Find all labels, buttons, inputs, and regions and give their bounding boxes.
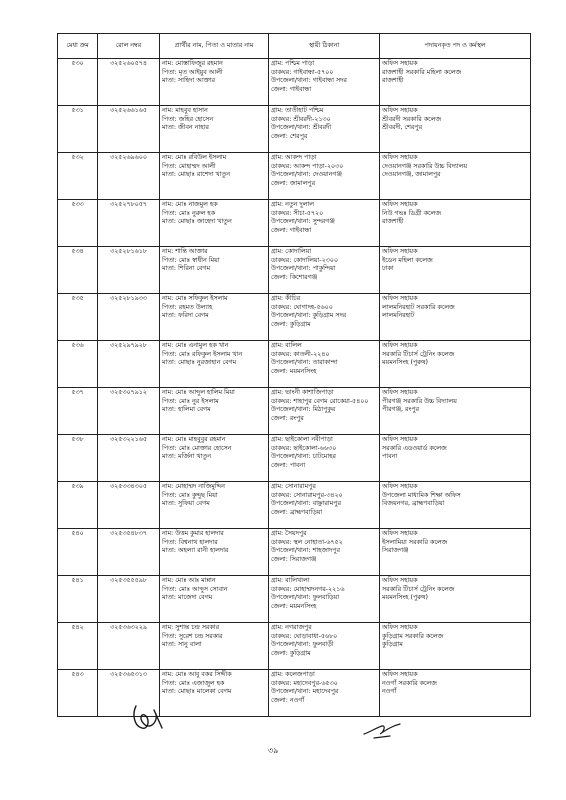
table-row — [58, 341, 531, 388]
address-cell-line: জেলা: পাবনা — [271, 461, 306, 469]
table-row — [58, 200, 531, 247]
address-cell-line: জেলা: রংপুর — [271, 414, 304, 422]
address-cell-line: উপজেলা/থানা: ফুলবাড়িয়া — [271, 594, 340, 602]
serial-cell: ৫৩৩ — [58, 200, 98, 247]
address-cell-line: জেলা: শেরপুর — [271, 132, 308, 140]
address-cell — [269, 106, 380, 153]
address-cell — [269, 153, 380, 200]
name-cell-line: মাতা: মোছাঃ জাহেদা খাতুন — [162, 218, 232, 226]
address-cell — [269, 482, 380, 529]
post-cell-line: অফিস সহায়ক — [382, 530, 418, 537]
name-cell-line: পিতা: মোঃ নুর ইসলাম — [162, 397, 219, 405]
address-cell-line: ডাকঘর: শাহাপুর বেগম রোকেয়া-৫৪০০ — [271, 397, 369, 405]
post-cell — [380, 153, 531, 200]
post-cell-line: দেওয়ানগঞ্জ, জামালপুর — [382, 171, 441, 179]
serial-cell: ৫৪২ — [58, 623, 98, 670]
table-row — [58, 435, 531, 482]
roll-cell: ৩২৫৩৫৫৫৯৮ — [98, 576, 160, 623]
post-cell-line: অফিস সহায়ক — [382, 342, 418, 349]
name-cell — [160, 435, 269, 482]
address-cell — [269, 435, 380, 482]
name-cell — [160, 670, 269, 717]
name-cell — [160, 59, 269, 106]
roll-cell: ৩২৫২৬০৫৭৪ — [98, 59, 160, 106]
address-cell-line: জেলা: গাইবান্ধা — [271, 85, 312, 93]
header-post: পদায়নকৃত পদ ও কর্মস্থল — [380, 34, 531, 59]
post-cell-line: ময়মনসিংহ (পুরুষ) — [382, 594, 428, 602]
table-row — [58, 623, 531, 670]
post-cell-line: সরকারি টিচার্স ট্রেনিং কলেজ — [382, 350, 455, 358]
address-cell — [269, 200, 380, 247]
roll-cell: ৩২৫৩২২১৬৫ — [98, 435, 160, 482]
post-cell-line: কুড়িগ্রাম সরকারি কলেজ — [382, 632, 444, 640]
name-cell — [160, 482, 269, 529]
name-cell-line: পিতা: মোহাম্মদ আলী — [162, 162, 216, 170]
post-cell-line: রাজশাহী — [382, 218, 404, 226]
address-cell-line: গ্রাম: আকন্দ পাড়া — [271, 154, 317, 161]
roll-cell: ৩২৫৩৬৩২২৯ — [98, 623, 160, 670]
post-cell-line: নওগাঁ — [382, 688, 397, 696]
post-cell-line: অফিস সহায়ক — [382, 624, 418, 631]
name-cell-line: পিতা: মোঃ মোক্তার হোসেন — [162, 444, 232, 452]
name-cell-line: পিতা: জহির হোসেন — [162, 115, 214, 123]
address-cell-line: গ্রাম: বালিখালা — [271, 577, 310, 584]
address-cell-line: গ্রাম: বালিল — [271, 342, 302, 349]
name-cell-line: নাম: মোঃ রবিউল ইসলাম — [162, 154, 227, 161]
table-row — [58, 59, 531, 106]
address-cell-line: উপজেলা/থানা: ফুলবাড়ী — [271, 641, 334, 649]
post-cell-line: বিজয়নগর, ব্রাহ্মণবাড়িয়া — [382, 500, 445, 508]
name-cell — [160, 200, 269, 247]
table-row — [58, 153, 531, 200]
name-cell — [160, 623, 269, 670]
post-cell-line: অফিস সহায়ক — [382, 107, 418, 114]
name-cell-line: নাম: মোঃ মাহবুবুর রহমান — [162, 436, 226, 443]
address-cell-line: উপজেলা/থানা: মহাদেবপুর — [271, 688, 339, 696]
name-cell-line: নাম: মোঃ আঃ মান্নান — [162, 577, 216, 584]
table-row — [58, 482, 531, 529]
address-cell-line: গ্রাম: পশ্চিম পাড়া — [271, 60, 315, 67]
serial-cell: ৫৩৪ — [58, 247, 98, 294]
post-cell — [380, 576, 531, 623]
address-cell-line: ডাকঘর: কাতলী-২২৪০ — [271, 350, 330, 358]
table-row — [58, 294, 531, 341]
address-cell-line: গ্রাম: নতুন দুলাল — [271, 201, 314, 208]
name-cell-line: মাতা: মর্জিনা খাতুন — [162, 453, 211, 461]
address-cell-line: উপজেলা/থানা: পাকুন্দিয়া — [271, 265, 336, 273]
post-cell — [380, 247, 531, 294]
name-cell — [160, 576, 269, 623]
address-cell-line: উপজেলা/থানা: শ্রীবরদী — [271, 124, 332, 132]
table-body — [58, 59, 531, 717]
roll-cell: ৩২৫৩৫৪৮৩৭ — [98, 529, 160, 576]
serial-cell: ৫৩২ — [58, 153, 98, 200]
name-cell — [160, 247, 269, 294]
address-cell-line: গ্রাম: ছাইকোলা নবীপাড়া — [271, 436, 333, 443]
name-cell-line: নাম: মাহবুব হাসান — [162, 107, 208, 114]
post-cell-line: শ্রীবরদী, শেরপুর — [382, 124, 423, 132]
header-address: স্থায়ী ঠিকানা — [269, 34, 380, 59]
post-cell-line: কুড়িগ্রাম — [382, 641, 403, 649]
address-cell-line: উপজেলা/থানা: চাটমোহর — [271, 453, 336, 461]
table-row — [58, 670, 531, 717]
roll-cell: ৩২৫২৮১৯৩৩ — [98, 294, 160, 341]
name-cell-line: মাতা: মোছাঃ নুরজাহান বেগম — [162, 359, 237, 367]
name-cell — [160, 153, 269, 200]
table-row — [58, 529, 531, 576]
serial-cell: ৫৩১ — [58, 106, 98, 153]
name-cell-line: নাম: মোঃ আব্দুল হালিম মিয়া — [162, 389, 235, 396]
post-cell-line: শ্রীবরদী সরকারি কলেজ — [382, 115, 442, 123]
address-cell-line: গ্রাম: ভাংনী কাশাজিপাড়া — [271, 389, 334, 396]
serial-cell: ৫৩০ — [58, 59, 98, 106]
table-header-row — [58, 34, 531, 59]
serial-cell: ৫৩৭ — [58, 388, 98, 435]
header-serial: মেধা ক্রম — [58, 34, 98, 59]
post-cell-line: সরকারি টিচার্স ট্রেনিং কলেজ — [382, 585, 455, 593]
address-cell-line: উপজেলা/থানা: বাঞ্ছারামপুর — [271, 500, 341, 508]
post-cell — [380, 623, 531, 670]
name-cell-line: নাম: মোহাম্মদ নাজিমুদ্দিন — [162, 483, 225, 490]
post-cell-line: অফিস সহায়ক — [382, 60, 418, 67]
name-cell-line: নাম: শান্তি আক্তার — [162, 248, 208, 255]
name-cell-line: পিতা: সুরেশ চন্দ্র সরকার — [162, 632, 223, 640]
name-cell — [160, 388, 269, 435]
address-cell — [269, 294, 380, 341]
roll-cell: ৩২৫২৮১৬১৮ — [98, 247, 160, 294]
name-cell-line: নাম: মোঃ সফিকুল ইসলাম — [162, 295, 228, 302]
roll-cell: ৩২৫৩৬৫৩১৩ — [98, 670, 160, 717]
serial-cell: ৫৩৯ — [58, 482, 98, 529]
name-cell-line: নাম: উত্তম কুমার হালদার — [162, 530, 224, 537]
address-cell-line: উপজেলা/থানা: কুড়িগ্রাম সদর — [271, 312, 347, 320]
name-cell-line: মাতা: মোছাঃ মালেকা বেগম — [162, 688, 232, 696]
address-cell — [269, 388, 380, 435]
address-cell-line: জেলা: ব্রাহ্মণবাড়িয়া — [271, 508, 323, 516]
post-cell — [380, 670, 531, 717]
page-number: ৩৯ — [268, 746, 279, 755]
address-cell-line: ডাকঘর: আকন্দ পাড়া-২০৩০ — [271, 162, 344, 170]
post-cell-line: দেওয়ানগঞ্জ সরকারি উচ্চ বিদ্যালয় — [382, 162, 468, 170]
name-cell-line: মাতা: সাহিদা আক্তার — [162, 77, 215, 85]
name-cell — [160, 294, 269, 341]
address-cell-line: ডাকঘর: কোদালিয়া-২৩০০ — [271, 256, 338, 264]
address-cell-line: উপজেলা/থানা: গাইবান্ধা সদর — [271, 77, 347, 85]
roll-cell: ৩২৫২৭৮০৫৭ — [98, 200, 160, 247]
post-cell-line: রাজশাহী সরকারি মহিলা কলেজ — [382, 68, 462, 76]
address-cell — [269, 247, 380, 294]
post-cell-line: রাজশাহী — [382, 77, 404, 85]
address-cell-line: ডাকঘর: ঘোড়াবাধা-৫৬৮০ — [271, 632, 338, 640]
post-cell-line: লালমনিরহাট — [382, 312, 415, 320]
address-cell-line: জেলা: ময়মনসিংহ — [271, 367, 317, 375]
address-cell-line: ডাকঘর: স্থল নোহাতা-৬৭৫২ — [271, 538, 343, 546]
post-cell — [380, 482, 531, 529]
post-cell — [380, 341, 531, 388]
name-cell-line: পিতা: মোঃ নুরুল হক — [162, 209, 215, 217]
post-cell — [380, 200, 531, 247]
header-name: প্রার্থীর নাম, পিতা ও মাতার নাম — [160, 34, 269, 59]
post-cell-line: অফিস সহায়ক — [382, 577, 418, 584]
post-cell-line: লালমনিরহাট সরকারি কলেজ — [382, 303, 455, 311]
address-cell-line: জেলা: জামালপুর — [271, 179, 316, 187]
name-cell-line: মাতা: জীবন নাহার — [162, 124, 209, 132]
name-cell-line: নাম: মোস্তাফিজুর রহমান — [162, 60, 223, 67]
name-cell-line: মাতা: অহল্যা রানী হালদার — [162, 547, 229, 555]
address-cell-line: ডাকঘর: সোনারামপুর-৩৪২০ — [271, 491, 343, 499]
roll-cell: ৩২৫৩৩৪৩০৫ — [98, 482, 160, 529]
serial-cell: ৫৩৬ — [58, 341, 98, 388]
name-cell-line: পিতা: মোঃ এজাজুল হক — [162, 679, 225, 687]
address-cell-line: উপজেলা/থানা: মিঠাপুকুর — [271, 406, 336, 414]
name-cell-line: মাতা: শিরিনা বেগম — [162, 265, 211, 273]
address-cell — [269, 623, 380, 670]
post-cell-line: অফিস সহায়ক — [382, 483, 418, 490]
table-row — [58, 106, 531, 153]
post-cell-line: পীরগঞ্জ, রংপুর — [382, 406, 419, 414]
name-cell-line: মাতা: ফরিদা বেগম — [162, 312, 209, 320]
post-cell — [380, 294, 531, 341]
candidate-table — [57, 33, 531, 717]
address-cell-line: জেলা: কুড়িগ্রাম — [271, 649, 311, 657]
address-cell-line: জেলা: নওগাঁ — [271, 696, 305, 704]
address-cell-line: জেলা: সিরাজগঞ্জ — [271, 555, 317, 563]
signature-right-icon — [360, 718, 406, 740]
name-cell — [160, 529, 269, 576]
post-cell-line: ইডেন মহিলা কলেজ — [382, 256, 433, 264]
table-row — [58, 576, 531, 623]
post-cell-line: নিউ গভঃ ডিগ্রী কলেজ — [382, 209, 441, 217]
roll-cell: ৩২৫২৬৯৬০০ — [98, 153, 160, 200]
address-cell-line: ডাকঘর: মোহাম্মদনগর-২২১৬ — [271, 585, 345, 593]
name-cell-line: নাম: সুশান্ত চন্দ্র সরকার — [162, 624, 220, 631]
table-row — [58, 247, 531, 294]
name-cell-line: পিতা: রহমত উল্যাহ — [162, 303, 213, 311]
name-cell-line: মাতা: হালিমা বেগম — [162, 406, 211, 414]
name-cell-line: নাম: মোঃ এনামুল হক খান — [162, 342, 229, 349]
address-cell-line: ডাকঘর: সীচা-৫৭২০ — [271, 209, 324, 217]
serial-cell: ৫৪১ — [58, 576, 98, 623]
serial-cell: ৫৩৫ — [58, 294, 98, 341]
address-cell-line: উপজেলা/থানা: তারাকান্দা — [271, 359, 338, 367]
post-cell-line: অফিস সহায়ক — [382, 154, 418, 161]
name-cell-line: মাতা: মাজেদা বেগম — [162, 594, 213, 602]
name-cell-line: পিতা: মোঃ আব্দুস সোবান — [162, 585, 228, 593]
serial-cell: ৫৪০ — [58, 529, 98, 576]
post-cell-line: অফিস সহায়ক — [382, 201, 418, 208]
address-cell — [269, 341, 380, 388]
name-cell-line: মাতা: সুফিয়া বেগম — [162, 500, 210, 508]
post-cell — [380, 388, 531, 435]
name-cell-line: নাম: মোঃ নাজমুল হক — [162, 201, 218, 208]
address-cell-line: ডাকঘর: মহাদেবপুর-৬৫৩০ — [271, 679, 338, 687]
address-cell — [269, 529, 380, 576]
address-cell — [269, 576, 380, 623]
address-cell-line: ডাকঘর: শ্রীবরদী-২১৩০ — [271, 115, 331, 123]
address-cell-line: উপজেলা/থানা: দেওয়ানগঞ্জ — [271, 171, 342, 179]
address-cell-line: ডাকঘর: গাইবান্ধা-৫৭০০ — [271, 68, 334, 76]
name-cell — [160, 341, 269, 388]
address-cell — [269, 670, 380, 717]
name-cell-line: পিতা: মৃত আইয়ুব আলী — [162, 68, 223, 76]
address-cell-line: গ্রাম: সোনারামপুর — [271, 483, 316, 490]
address-cell-line: জেলা: কুড়িগ্রাম — [271, 320, 311, 328]
post-cell — [380, 59, 531, 106]
address-cell-line: ডাকঘর: ঘোগাদহ-৫৬০০ — [271, 303, 333, 311]
address-cell-line: জেলা: কিশোরগঞ্জ — [271, 273, 318, 281]
name-cell-line: পিতা: মোঃ স্বাধীন মিয়া — [162, 256, 220, 264]
post-cell-line: অফিস সহায়ক — [382, 389, 418, 396]
post-cell-line: সিরাজগঞ্জ — [382, 547, 409, 555]
roll-cell: ৩২৫৩০৭৯১২ — [98, 388, 160, 435]
name-cell-line: মাতা: মোছাঃ রাশেদা খাতুন — [162, 171, 231, 179]
table-row — [58, 388, 531, 435]
post-cell-line: ঢাকা — [382, 265, 394, 273]
name-cell-line: মাতা: সানু বালা — [162, 641, 202, 649]
roll-cell: ৩২৫২৯৭৯২৮ — [98, 341, 160, 388]
serial-cell: ৫৪৩ — [58, 670, 98, 717]
address-cell-line: গ্রাম: সৈয়দপুর — [271, 530, 307, 537]
post-cell — [380, 529, 531, 576]
post-cell — [380, 106, 531, 153]
address-cell-line: গ্রাম: নগরাজপুর — [271, 624, 312, 631]
roll-cell: ৩২৫২৬৬১৬৫ — [98, 106, 160, 153]
header-roll: রোল নম্বর — [98, 34, 160, 59]
address-cell-line: জেলা: গাইবান্ধা — [271, 226, 312, 234]
post-cell-line: পীরগঞ্জ সরকারি উচ্চ বিদ্যালয় — [382, 397, 457, 405]
address-cell-line: গ্রাম: কলেজপাড়া — [271, 671, 315, 678]
name-cell — [160, 106, 269, 153]
post-cell-line: উপজেলা মাধ্যমিক শিক্ষা অফিস — [382, 491, 461, 499]
post-cell-line: অফিস সহায়ক — [382, 436, 418, 443]
name-cell-line: পিতা: মোঃ কুদ্দুছ মিয়া — [162, 491, 218, 499]
name-cell-line: পিতা: মোঃ রফিকুল ইসলাম খান — [162, 350, 243, 358]
address-cell-line: জেলা: ময়মনসিংহ — [271, 602, 317, 610]
address-cell-line: গ্রাম: কোদালিয়া — [271, 248, 312, 255]
address-cell-line: উপজেলা/থানা: সুন্দরগঞ্জ — [271, 218, 335, 226]
post-cell-line: ইসলামিয়া সরকারি কলেজ — [382, 538, 448, 546]
post-cell-line: অফিস সহায়ক — [382, 671, 418, 678]
post-cell-line: ময়মনসিংহ (পুরুষ) — [382, 359, 428, 367]
address-cell — [269, 59, 380, 106]
address-cell-line: গ্রাম: কীচির — [271, 295, 301, 302]
address-cell-line: গ্রাম: তাতীহাট পশ্চিম — [271, 107, 324, 114]
document-page — [57, 33, 530, 717]
post-cell-line: অফিস সহায়ক — [382, 295, 418, 302]
name-cell-line: নাম: মোঃ আবু বকর সিদ্দীক — [162, 671, 232, 678]
post-cell-line: সরকারি এডওয়ার্ড কলেজ — [382, 444, 447, 452]
post-cell-line: পাবনা — [382, 453, 398, 461]
name-cell-line: পিতা: বিশ্বনাথ হালদার — [162, 538, 218, 546]
post-cell-line: অফিস সহায়ক — [382, 248, 418, 255]
address-cell-line: ডাকঘর: ছাইকোলা-৬৬৩০ — [271, 444, 337, 452]
serial-cell: ৫৩৮ — [58, 435, 98, 482]
address-cell-line: উপজেলা/থানা: শাহজাদপুর — [271, 547, 340, 555]
post-cell — [380, 435, 531, 482]
post-cell-line: নওগাঁ সরকারি কলেজ — [382, 679, 437, 687]
